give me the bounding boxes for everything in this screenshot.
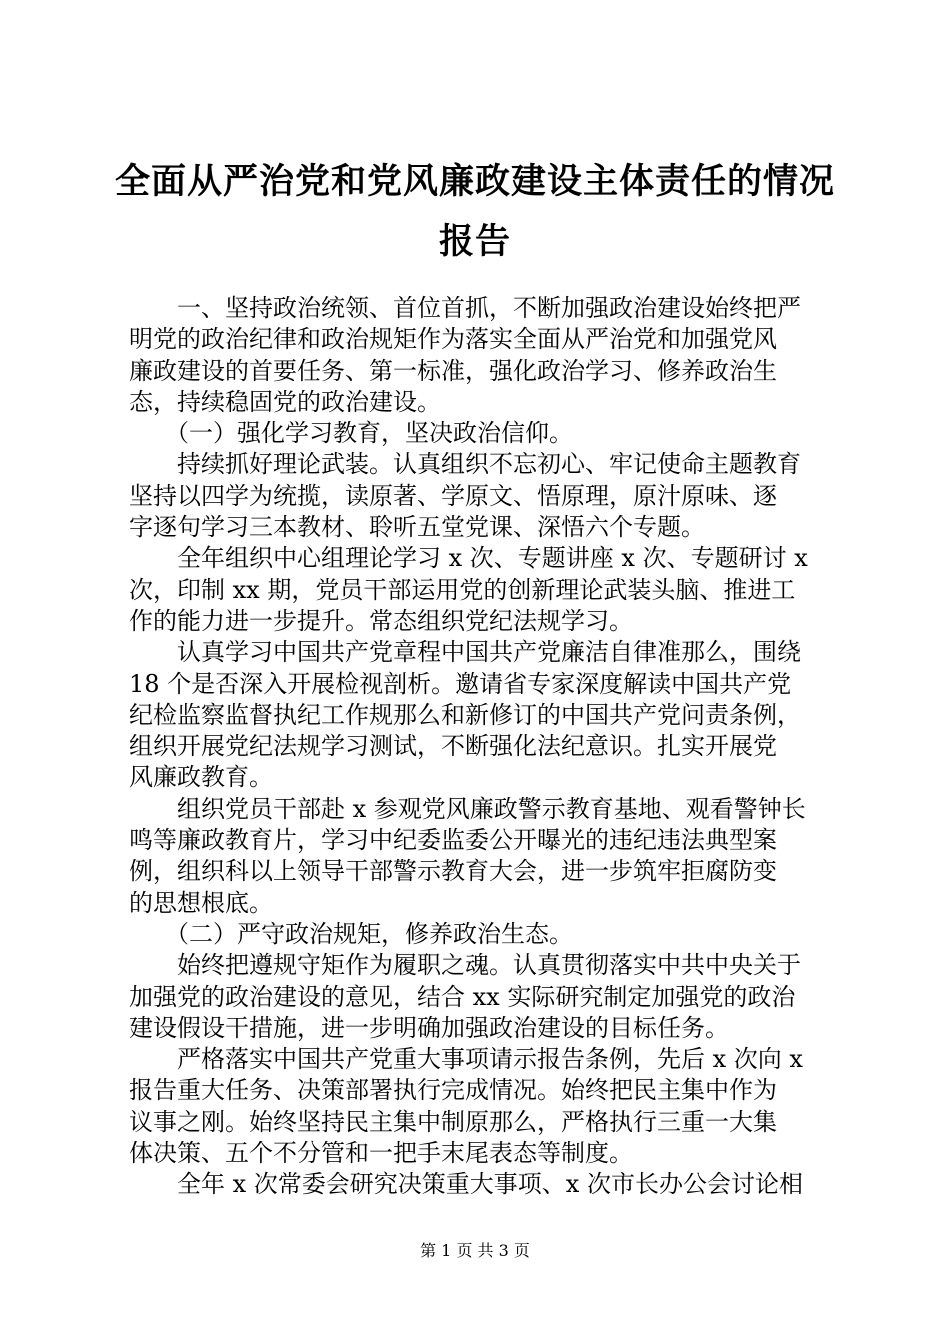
body-line: 持续抓好理论武装。认真组织不忘初心、牢记使命主题教育 — [129, 450, 801, 479]
document-body — [129, 293, 841, 1201]
body-line: 作的能力进一步提升。常态组织党纪法规学习。 — [129, 606, 633, 635]
body-line: 全年组织中心组理论学习 x 次、专题讲座 x 次、专题研讨 x — [129, 544, 808, 573]
body-line: 始终把遵规守矩作为履职之魂。认真贯彻落实中共中央关于 — [129, 951, 801, 980]
body-line: 建设假设干措施，进一步明确加强政治建设的目标任务。 — [129, 1013, 729, 1042]
body-line: 加强党的政治建设的意见，结合 xx 实际研究制定加强党的政治 — [129, 982, 796, 1011]
section-heading: （一）强化学习教育，坚决政治信仰。 — [129, 419, 573, 448]
body-line: 坚持以四学为统揽，读原著、学原文、悟原理，原汁原味、逐 — [129, 481, 777, 510]
page-footer: 第 1 页 共 3 页 — [420, 1241, 530, 1260]
body-line: 严格落实中国共产党重大事项请示报告条例，先后 x 次向 x — [129, 1045, 803, 1074]
body-line: 例，组织科以上领导干部警示教育大会，进一步筑牢拒腐防变 — [129, 857, 777, 886]
body-line: 的思想根底。 — [129, 888, 273, 917]
body-line: 18 个是否深入开展检视剖析。邀请省专家深度解读中国共产党 — [129, 669, 792, 698]
body-line: 体决策、五个不分管和一把手末尾表态等制度。 — [129, 1139, 633, 1168]
body-line: 一、坚持政治统领、首位首抓，不断加强政治建设始终把严 — [129, 294, 801, 322]
body-line: 明党的政治纪律和政治规矩作为落实全面从严治党和加强党风 — [129, 325, 777, 354]
body-line: 态，持续稳固党的政治建设。 — [129, 387, 441, 416]
body-line: 组织党员干部赴 x 参观党风廉政警示教育基地、观看警钟长 — [129, 794, 806, 823]
body-line: 认真学习中国共产党章程中国共产党廉洁自律准那么，围绕 — [129, 638, 801, 667]
body-line: 纪检监察监督执纪工作规那么和新修订的中国共产党问责条例， — [129, 700, 801, 729]
section-heading: （二）严守政治规矩，修养政治生态。 — [129, 919, 573, 948]
body-line: 议事之刚。始终坚持民主集中制原那么，严格执行三重一大集 — [129, 1107, 777, 1136]
body-line: 廉政建设的首要任务、第一标准，强化政治学习、修养政治生 — [129, 356, 777, 385]
body-line: 组织开展党纪法规学习测试，不断强化法纪意识。扎实开展党 — [129, 732, 777, 761]
body-line: 次，印制 xx 期，党员干部运用党的创新理论武装头脑、推进工 — [129, 575, 796, 604]
body-line: 全年 x 次常委会研究决策重大事项、x 次市长办公会讨论相 — [129, 1170, 803, 1199]
body-line: 报告重大任务、决策部署执行完成情况。始终把民主集中作为 — [129, 1076, 777, 1105]
document-title-line-1: 全面从严治党和党风廉政建设主体责任的情况 — [114, 161, 835, 202]
body-line: 风廉政教育。 — [129, 763, 273, 792]
body-line: 鸣等廉政教育片，学习中纪委监委公开曝光的违纪违法典型案 — [129, 826, 777, 855]
document-title-line-2: 报告 — [438, 221, 511, 262]
body-line: 字逐句学习三本教材、聆听五堂党课、深悟六个专题。 — [129, 513, 705, 542]
